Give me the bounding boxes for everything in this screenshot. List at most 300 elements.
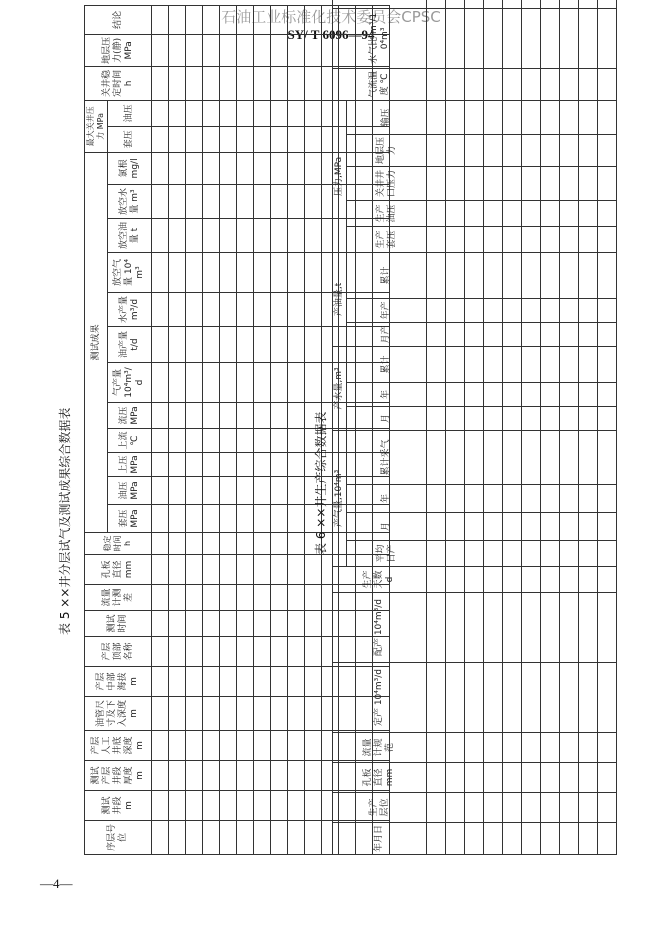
- table-cell: [305, 761, 322, 791]
- table-cell: [186, 821, 203, 855]
- table-cell: [152, 585, 169, 611]
- table-cell: [503, 166, 522, 200]
- table-cell: [427, 430, 446, 484]
- table-cell: [522, 100, 541, 134]
- table-cell: [503, 733, 522, 763]
- table-cell: [203, 697, 220, 731]
- table-cell: [169, 152, 186, 184]
- table-cell: [271, 34, 288, 66]
- table-cell: [237, 667, 254, 697]
- table-cell: [560, 200, 579, 226]
- table-cell: [484, 430, 503, 484]
- table-cell: [186, 533, 203, 555]
- table-cell: [598, 763, 617, 793]
- table-cell: [186, 100, 203, 126]
- table-cell: [446, 485, 465, 513]
- t5-group-shut: 最大关井压力 MPa: [85, 100, 108, 152]
- table-cell: [220, 731, 237, 761]
- table-cell: [186, 363, 203, 403]
- table-cell: [169, 363, 186, 403]
- table-cell: [427, 100, 446, 134]
- table-cell: [237, 253, 254, 293]
- table-cell: [203, 555, 220, 585]
- table-cell: [541, 823, 560, 855]
- table-cell: [220, 667, 237, 697]
- table-cell: [305, 637, 322, 667]
- table-cell: [465, 567, 484, 593]
- table-row: [541, 0, 560, 855]
- table-cell: [427, 485, 446, 513]
- table-cell: [288, 293, 305, 327]
- table-cell: [446, 0, 465, 8]
- table-cell: [522, 0, 541, 8]
- table-cell: [271, 761, 288, 791]
- table-cell: [254, 533, 271, 555]
- table-cell: [446, 513, 465, 541]
- table-cell: [579, 346, 598, 382]
- table5-header-row-1: [85, 5, 108, 854]
- table-cell: [254, 731, 271, 761]
- table-cell: [579, 593, 598, 663]
- table-cell: [541, 567, 560, 593]
- table-cell: [522, 226, 541, 252]
- table-cell: [579, 663, 598, 733]
- table-cell: [598, 0, 617, 8]
- table-cell: [579, 322, 598, 346]
- table-cell: [271, 66, 288, 100]
- table-cell: [522, 593, 541, 663]
- table-cell: [522, 166, 541, 200]
- table-cell: [598, 406, 617, 430]
- table-cell: [152, 791, 169, 821]
- t5-h25: 油压: [108, 100, 152, 126]
- table-cell: [446, 382, 465, 406]
- table-cell: [305, 152, 322, 184]
- table-cell: [446, 166, 465, 200]
- table-cell: [579, 430, 598, 484]
- table-cell: [203, 505, 220, 533]
- table-cell: [465, 252, 484, 298]
- t6-group-press: 压力,MPa: [333, 100, 347, 252]
- table-cell: [579, 226, 598, 252]
- table-cell: [203, 533, 220, 555]
- table-cell: [186, 761, 203, 791]
- table-cell: [465, 485, 484, 513]
- table-cell: [152, 363, 169, 403]
- table-cell: [484, 823, 503, 855]
- table-cell: [169, 731, 186, 761]
- table-cell: [288, 453, 305, 477]
- table-cell: [598, 166, 617, 200]
- table-cell: [237, 697, 254, 731]
- table-cell: [541, 793, 560, 823]
- table-cell: [186, 185, 203, 219]
- table-cell: [220, 152, 237, 184]
- table-cell: [560, 763, 579, 793]
- table5-title: 表 5 ××井分层试气及测试成果综合数据表: [58, 407, 72, 635]
- table-row: [271, 5, 288, 854]
- table-cell: [446, 252, 465, 298]
- table-cell: [254, 821, 271, 855]
- t5-h22: 放空水量 m³: [108, 185, 152, 219]
- table-cell: [203, 100, 220, 126]
- table-cell: [427, 322, 446, 346]
- table-cell: [503, 252, 522, 298]
- table-cell: [237, 126, 254, 152]
- table-cell: [288, 533, 305, 555]
- table-cell: [560, 793, 579, 823]
- table-cell: [152, 731, 169, 761]
- table-cell: [427, 346, 446, 382]
- table-cell: [560, 733, 579, 763]
- table-cell: [465, 200, 484, 226]
- table-cell: [484, 0, 503, 8]
- table-cell: [446, 541, 465, 567]
- table-cell: [288, 477, 305, 505]
- table-cell: [237, 505, 254, 533]
- table-cell: [169, 477, 186, 505]
- table-cell: [288, 185, 305, 219]
- table-cell: [541, 733, 560, 763]
- table-cell: [579, 200, 598, 226]
- table-cell: [465, 663, 484, 733]
- table-cell: [465, 593, 484, 663]
- table-cell: [446, 322, 465, 346]
- table-cell: [288, 697, 305, 731]
- table6-header-row-1: [333, 0, 347, 855]
- table-cell: [220, 5, 237, 34]
- table-cell: [152, 667, 169, 697]
- t6-c10: 年: [347, 485, 427, 513]
- table-cell: [203, 667, 220, 697]
- t5-h1: 序层号位: [85, 821, 152, 855]
- t5-h26: 关井稳定时间 h: [85, 66, 152, 100]
- table-cell: [152, 697, 169, 731]
- table-cell: [484, 593, 503, 663]
- table-row: [254, 5, 271, 854]
- table-cell: [152, 126, 169, 152]
- table-cell: [579, 485, 598, 513]
- table-cell: [169, 555, 186, 585]
- table-cell: [427, 763, 446, 793]
- table-cell: [503, 134, 522, 166]
- table-cell: [446, 100, 465, 134]
- t5-h11: 稳定时间 h: [85, 533, 152, 555]
- table-cell: [541, 100, 560, 134]
- table-cell: [220, 477, 237, 505]
- table-cell: [254, 761, 271, 791]
- table-cell: [560, 593, 579, 663]
- table-cell: [271, 821, 288, 855]
- table-cell: [237, 731, 254, 761]
- table-cell: [220, 185, 237, 219]
- table-cell: [579, 823, 598, 855]
- table-cell: [271, 403, 288, 429]
- table-cell: [427, 567, 446, 593]
- table-cell: [598, 100, 617, 134]
- table-cell: [288, 403, 305, 429]
- table-cell: [598, 322, 617, 346]
- table-cell: [203, 34, 220, 66]
- table-cell: [305, 821, 322, 855]
- table-cell: [522, 513, 541, 541]
- table-cell: [598, 593, 617, 663]
- table-cell: [465, 733, 484, 763]
- table-cell: [288, 66, 305, 100]
- table-cell: [305, 555, 322, 585]
- table-cell: [186, 152, 203, 184]
- table-cell: [220, 34, 237, 66]
- table-cell: [169, 126, 186, 152]
- table-cell: [522, 252, 541, 298]
- table-cell: [237, 34, 254, 66]
- table-cell: [169, 5, 186, 34]
- table-cell: [288, 555, 305, 585]
- table-cell: [560, 8, 579, 68]
- t5-h28: 结论: [85, 5, 152, 34]
- t5-h16: 流压 MPa: [108, 403, 152, 429]
- table-cell: [237, 5, 254, 34]
- table-cell: [271, 185, 288, 219]
- table-cell: [271, 152, 288, 184]
- table-cell: [465, 513, 484, 541]
- table-cell: [446, 226, 465, 252]
- table-cell: [503, 593, 522, 663]
- table-cell: [427, 134, 446, 166]
- table-cell: [427, 513, 446, 541]
- table-cell: [169, 219, 186, 253]
- table-cell: [254, 253, 271, 293]
- table-cell: [522, 485, 541, 513]
- table-cell: [522, 733, 541, 763]
- table-cell: [305, 585, 322, 611]
- table-cell: [465, 166, 484, 200]
- table-cell: [560, 406, 579, 430]
- t6-c2: 生产层位: [333, 793, 427, 823]
- table-cell: [152, 505, 169, 533]
- table-cell: [446, 593, 465, 663]
- table-cell: [503, 200, 522, 226]
- t5-h10: 孔板直径 mm: [85, 555, 152, 585]
- table-cell: [203, 5, 220, 34]
- table-cell: [522, 200, 541, 226]
- table-cell: [503, 430, 522, 484]
- table-cell: [427, 733, 446, 763]
- table-cell: [237, 403, 254, 429]
- table-cell: [288, 327, 305, 363]
- table-row: [427, 0, 446, 855]
- table-cell: [541, 166, 560, 200]
- table-cell: [152, 821, 169, 855]
- table-cell: [271, 453, 288, 477]
- table-cell: [579, 68, 598, 100]
- table-cell: [271, 585, 288, 611]
- table-cell: [427, 823, 446, 855]
- table-cell: [152, 611, 169, 637]
- table-cell: [220, 505, 237, 533]
- table-cell: [254, 505, 271, 533]
- table-cell: [254, 5, 271, 34]
- table-cell: [446, 733, 465, 763]
- table-cell: [541, 485, 560, 513]
- table-cell: [186, 293, 203, 327]
- table-cell: [186, 505, 203, 533]
- t5-h21: 放空油量 t: [108, 219, 152, 253]
- table-cell: [522, 541, 541, 567]
- table-cell: [237, 100, 254, 126]
- table-cell: [427, 200, 446, 226]
- table-cell: [305, 185, 322, 219]
- table-cell: [169, 66, 186, 100]
- table-cell: [220, 637, 237, 667]
- table-cell: [541, 322, 560, 346]
- table-cell: [305, 100, 322, 126]
- table-cell: [237, 66, 254, 100]
- table-cell: [305, 66, 322, 100]
- table-cell: [254, 453, 271, 477]
- t6-c24: 水气比 m³/10⁴m³: [333, 8, 427, 68]
- table-cell: [203, 611, 220, 637]
- table-cell: [152, 477, 169, 505]
- table-cell: [254, 477, 271, 505]
- table-cell: [237, 477, 254, 505]
- table-cell: [152, 253, 169, 293]
- table-cell: [203, 821, 220, 855]
- table-cell: [169, 453, 186, 477]
- table-cell: [484, 166, 503, 200]
- t6-c21: 地层压力: [347, 134, 427, 166]
- table-cell: [484, 226, 503, 252]
- table-cell: [271, 327, 288, 363]
- table-cell: [288, 34, 305, 66]
- table-cell: [220, 253, 237, 293]
- table-cell: [465, 226, 484, 252]
- t5-h15: 上流 ℃: [108, 429, 152, 453]
- table-cell: [503, 8, 522, 68]
- table-row: [579, 0, 598, 855]
- table-cell: [427, 226, 446, 252]
- table-cell: [598, 513, 617, 541]
- table-cell: [169, 403, 186, 429]
- table-cell: [186, 731, 203, 761]
- table-cell: [203, 637, 220, 667]
- table-cell: [169, 253, 186, 293]
- table-cell: [560, 567, 579, 593]
- table-cell: [203, 791, 220, 821]
- table-cell: [598, 8, 617, 68]
- t5-h5: 油管尺寸及下入深度 m: [85, 697, 152, 731]
- table-cell: [186, 697, 203, 731]
- table-cell: [186, 791, 203, 821]
- t5-h12: 套压 MPa: [108, 505, 152, 533]
- table-cell: [254, 185, 271, 219]
- table-cell: [305, 34, 322, 66]
- table-cell: [271, 219, 288, 253]
- table-cell: [271, 363, 288, 403]
- table-cell: [288, 637, 305, 667]
- table-cell: [271, 100, 288, 126]
- table-cell: [203, 253, 220, 293]
- table-cell: [237, 327, 254, 363]
- table-cell: [560, 166, 579, 200]
- table-cell: [152, 293, 169, 327]
- table-cell: [427, 541, 446, 567]
- table-cell: [271, 429, 288, 453]
- table-cell: [446, 134, 465, 166]
- table-cell: [560, 226, 579, 252]
- table-cell: [560, 322, 579, 346]
- table-cell: [288, 667, 305, 697]
- table-cell: [427, 252, 446, 298]
- t5-h19: 水产量 m³/d: [108, 293, 152, 327]
- table-cell: [271, 667, 288, 697]
- table-cell: [560, 346, 579, 382]
- table-cell: [465, 430, 484, 484]
- table-cell: [305, 791, 322, 821]
- table-cell: [598, 200, 617, 226]
- table-cell: [254, 327, 271, 363]
- table-cell: [152, 429, 169, 453]
- table-cell: [465, 346, 484, 382]
- table-cell: [237, 429, 254, 453]
- table-cell: [503, 322, 522, 346]
- table-cell: [560, 382, 579, 406]
- table-cell: [560, 0, 579, 8]
- table-cell: [237, 219, 254, 253]
- table-cell: [288, 821, 305, 855]
- table-row: [484, 0, 503, 855]
- t5-h14: 上压 MPa: [108, 453, 152, 477]
- table-cell: [541, 8, 560, 68]
- table-cell: [484, 68, 503, 100]
- table-cell: [220, 126, 237, 152]
- table-cell: [484, 485, 503, 513]
- table-cell: [288, 363, 305, 403]
- table-cell: [169, 697, 186, 731]
- table-cell: [203, 761, 220, 791]
- table-cell: [541, 68, 560, 100]
- table-cell: [579, 763, 598, 793]
- table-cell: [579, 513, 598, 541]
- table-cell: [560, 252, 579, 298]
- table-cell: [169, 821, 186, 855]
- table-cell: [220, 403, 237, 429]
- table-cell: [237, 791, 254, 821]
- table-cell: [169, 185, 186, 219]
- table-cell: [541, 200, 560, 226]
- table6-body: [427, 0, 617, 855]
- table-cell: [503, 763, 522, 793]
- table-cell: [288, 611, 305, 637]
- table-cell: [503, 226, 522, 252]
- table-cell: [254, 219, 271, 253]
- table-row: [503, 0, 522, 855]
- table-cell: [579, 166, 598, 200]
- t6-c25: [333, 0, 427, 8]
- t6-c17: 累计: [347, 252, 427, 298]
- table-cell: [220, 66, 237, 100]
- table-cell: [305, 667, 322, 697]
- table-cell: [503, 793, 522, 823]
- table-cell: [446, 663, 465, 733]
- table-cell: [237, 821, 254, 855]
- table-cell: [288, 429, 305, 453]
- table-cell: [560, 485, 579, 513]
- table-cell: [427, 382, 446, 406]
- table-cell: [271, 555, 288, 585]
- table-cell: [579, 382, 598, 406]
- table-cell: [186, 253, 203, 293]
